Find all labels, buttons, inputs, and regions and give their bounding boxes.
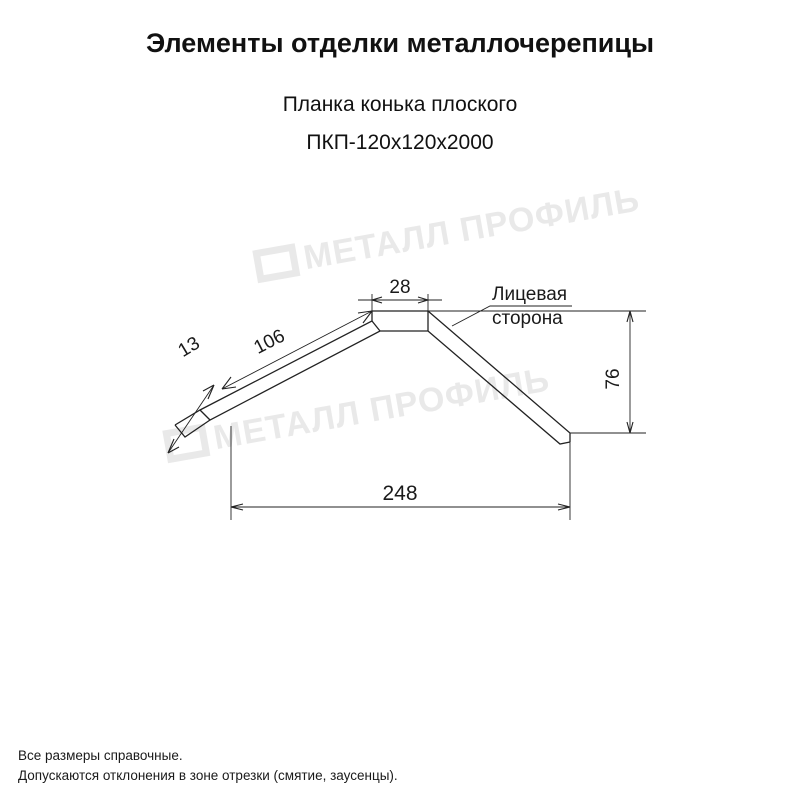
dimension-label-106: 106 <box>250 325 289 359</box>
product-code: ПКП-120х120х2000 <box>306 131 494 154</box>
dimension-label-28: 28 <box>389 277 411 298</box>
face-side-label-2: сторона <box>492 308 563 329</box>
svg-text:МЕТАЛЛ ПРОФИЛЬ: МЕТАЛЛ ПРОФИЛЬ <box>210 360 553 458</box>
product-name: Планка конька плоского <box>282 93 518 116</box>
face-side-label-1: Лицевая <box>492 284 568 305</box>
footer-note-1: Все размеры справочные. <box>18 748 183 763</box>
dimension-label-76: 76 <box>603 368 624 390</box>
technical-drawing <box>0 180 800 600</box>
dimension-label-248: 248 <box>382 482 418 505</box>
dimension-label-13: 13 <box>174 332 204 362</box>
dimension-106 <box>222 311 372 389</box>
footer-note-2: Допускаются отклонения в зоне отрезки (смятие, заусенцы). <box>18 768 398 783</box>
title-block <box>0 0 800 156</box>
watermark-top <box>255 181 642 286</box>
footer-notes <box>18 746 398 786</box>
page-title: Элементы отделки металлочерепицы <box>145 28 655 58</box>
svg-text:МЕТАЛЛ ПРОФИЛЬ: МЕТАЛЛ ПРОФИЛЬ <box>300 180 643 278</box>
